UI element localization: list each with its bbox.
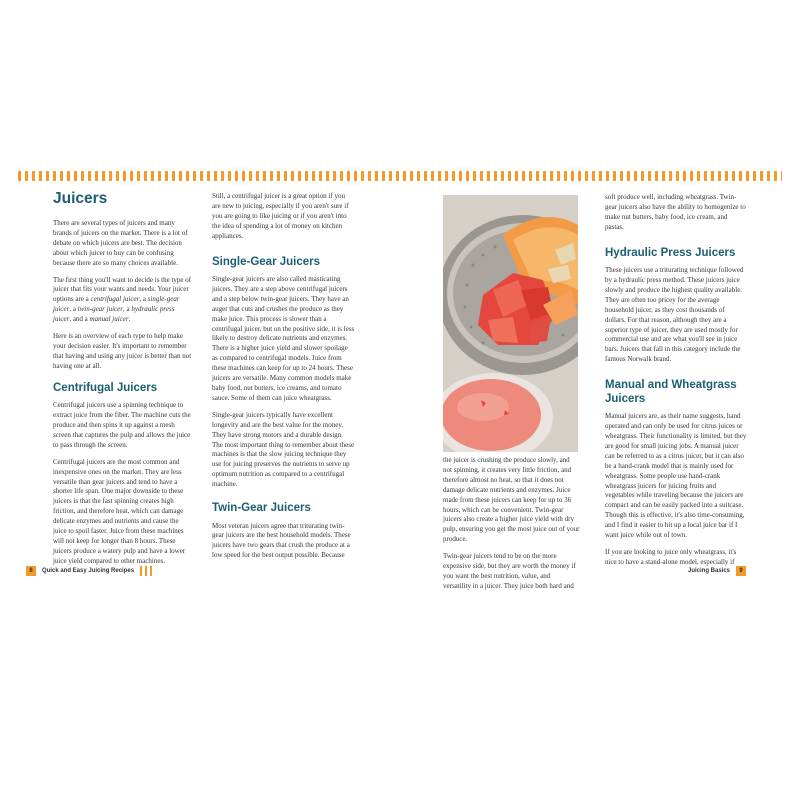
paragraph: These juicers use a triturating technique followed by a hydraulic press method. These juicers juice slowly and produce the highest quality available. They are often too pricey for the average household juicer, as they cost thousands of dollars. For that reason, although they are a superior type of juicer, they are used mostly for commercial use and are what you'll see in juice bars. Juicers that fall in this category include the famous Norwalk brand. — [605, 266, 744, 364]
paragraph: The first thing you'll want to decide is the type of juicer that fits your wants and needs. Your juicer options are a centrifugal juicer, a single-gear juicer, a twin-gear juicer, a hydraulic press juicer, and a manual juicer. — [53, 275, 192, 324]
section-heading-twin-gear: Twin-Gear Juicers — [212, 502, 311, 515]
right-page-column-2 — [605, 193, 747, 575]
paragraph: Single-gear juicers are also called masticating juicers. They are a step above centrifugal juicers and a step below twin-gear juicers. They have an auger that cuts and crushes the produce as they make juice. This process is slower than a centrifugal juicer, but on the positive side, it is less likely to destroy delicate nutrients and enzymes. There is a higher juice yield and slower spoilage as compared to centrifugal models. Juice from these machines can keep for up to 24 hours. These juicers are versatile. Many common models make baby food, nut butters, ice creams, and tomato sauce. Some of them can juice wheatgrass. — [212, 275, 355, 402]
right-page-column-1 — [443, 456, 580, 599]
left-page-column-1 — [53, 190, 193, 574]
paragraph: Centrifugal juicers use a spinning technique to extract juice from the fiber. The machine cuts the produce and then spins it up against a mesh screen that captures the pulp and allows the juice to pass through the screen. — [53, 401, 191, 449]
left-page-footer — [26, 566, 154, 576]
section-heading-single-gear: Single-Gear Juicers — [212, 255, 321, 268]
page-number: 9 — [736, 566, 746, 576]
running-title: Quick and Easy Juicing Recipes — [42, 568, 135, 574]
paragraph: Most veteran juicers agree that triturating twin-gear juicers are the best household models. These juicers have two gears that crush the produce at a low speed for the best output possible. Because — [212, 521, 351, 560]
decorative-top-stripe — [18, 171, 782, 181]
paragraph: Centrifugal juicers are the most common and inexpensive ones on the market. They are less versatile than gear juicers and tend to have a shorter life span. One major downside to these juicers is that the fast spinning creates high friction, and therefore heat, which can damage delicate enzymes and nutrients and cause the juice to spoil faster. Juice from these machines will not keep for longer than 8 hours. These juicers produce a watery pulp and have a lower juice yield compared to other machines. — [53, 457, 186, 565]
photo-illustration — [443, 195, 578, 452]
melon-photo — [443, 195, 578, 452]
paragraph: the juicer is crushing the produce slowly, and not spinning, it creates very little friction, and therefore almost no heat, so that it does not damage delicate nutrients and enzymes. Juice made from these juicers can keep for up to 36 hours, which can be convenient. Twin-gear juicers also create a higher juice yield with dry pulp, ensuring you get the most juice out of your produce. — [443, 456, 580, 544]
paragraph: Here is an overview of each type to help make your decision easier. It's important to remember that having and using any juicer is better than not having one at all. — [53, 332, 192, 370]
right-page-footer — [688, 566, 746, 576]
footer-stripe — [140, 566, 154, 576]
running-title: Juicing Basics — [688, 568, 731, 574]
section-heading-hydraulic: Hydraulic Press Juicers — [605, 246, 736, 259]
paragraph: soft produce well, including wheatgrass. Twin-gear juicers also have the ability to homogenize to make nut butters, baby food, ice cream, and pastas. — [605, 193, 746, 231]
paragraph: Manual juicers are, as their name suggests, hand operated and can only be used for citrus juices or wheatgrass. Their functionality is limited, but they are good for small juicing jobs. A manual juicer can be referred to as a citrus juicer, but it can also be a hand-crank model that is mainly used for wheatgrass. Some people use hand-crank wheatgrass juicers for juicing fruits and vegetables while traveling because the juicers are compact and can be easily packed into a suitcase. Though this is effective, it's also time-consuming, and I find it easier to hit up a local juice bar if I want juice while out of town. — [605, 412, 747, 540]
paragraph: Twin-gear juicers tend to be on the more expensive side, but they are worth the money if you want the best nutrition, value, and versatility in a juicer. They juice both hard and — [443, 552, 576, 590]
section-heading-manual: Manual and Wheatgrass Juicers — [605, 379, 737, 405]
paragraph: Single-gear juicers typically have excellent longevity and are the best value for the money. They have strong motors and a durable design. The most important thing to remember about these machines is that the slow juicing technique they use for juicing preserves the nutrients to serve up optimum nutrition as compared to a centrifugal machine. — [212, 410, 355, 489]
paragraph: There are several types of juicers and many brands of juicers on the market. There is a lot of debate on which juicers are best. The decision about which juicer to buy can be confusing because there are so many choices available. — [53, 219, 188, 267]
paragraph: Still, a centrifugal juicer is a great option if you are new to juicing, especially if you aren't sure if you are going to like juicing or if you aren't into the idea of spending a lot of money on kitchen appliances. — [212, 192, 349, 240]
paragraph: If you are looking to juice only wheatgrass, it's nice to have a stand-alone model, especially if — [605, 547, 737, 566]
page-title: Juicers — [53, 190, 108, 207]
page-number: 8 — [26, 566, 36, 576]
section-heading-centrifugal: Centrifugal Juicers — [53, 381, 158, 394]
left-page-column-2 — [212, 192, 355, 568]
